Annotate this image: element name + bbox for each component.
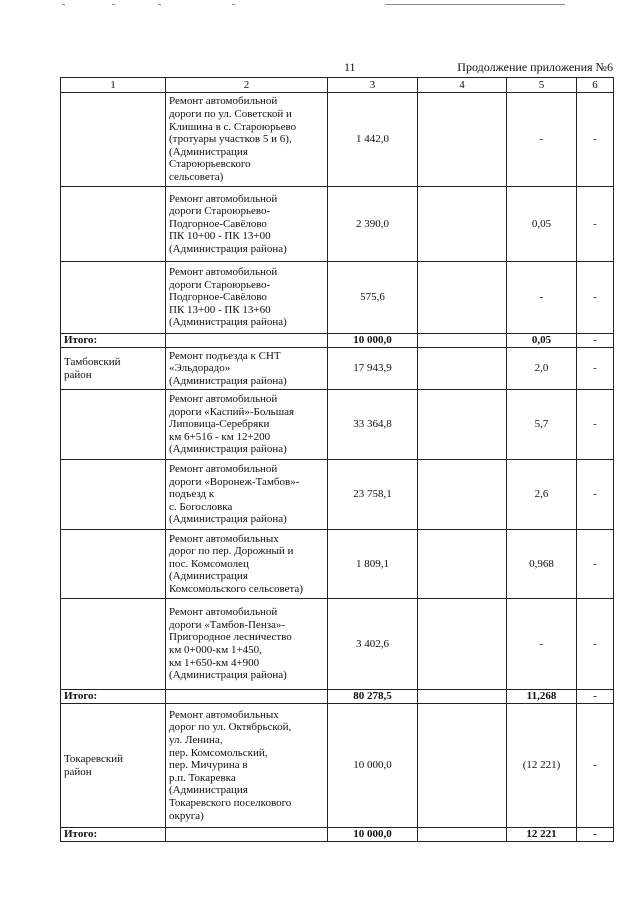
work-description-line: ПК 13+00 - ПК 13+60 — [169, 303, 271, 316]
value-cell-col5: 2,0 — [507, 348, 577, 390]
subtotal-label: Итого: — [61, 334, 166, 348]
work-description-line: Клишина в с. Староюрьево — [169, 120, 297, 133]
region-cell — [61, 93, 166, 187]
value-cell-col6: - — [577, 348, 614, 390]
value-cell-col3: 17 943,9 — [328, 348, 418, 390]
subtotal-label: Итого: — [61, 828, 166, 842]
region-name-line: Тамбовский — [64, 355, 121, 368]
work-description-line: Ремонт подъезда к СНТ — [169, 349, 281, 362]
value-cell-col3: 575,6 — [328, 262, 418, 334]
work-description-line: Подгорное-Савёлово — [169, 217, 267, 230]
region-cell — [61, 187, 166, 262]
subtotal-row — [61, 690, 614, 704]
work-description-line: Ремонт автомобильных — [169, 708, 279, 721]
value-cell-col3: 10 000,0 — [328, 828, 418, 842]
work-description-line: (Администрация района) — [169, 316, 287, 329]
value-cell-col4 — [418, 390, 507, 460]
value-cell-col5: 12 221 — [507, 828, 577, 842]
table-row — [61, 262, 614, 334]
work-description-line: дороги «Каспий»-Большая — [169, 405, 295, 418]
subtotal-row — [61, 828, 614, 842]
value-cell-col5: - — [507, 93, 577, 187]
work-description-line: «Эльдорадо» — [169, 362, 231, 375]
value-cell-col5: (12 221) — [507, 704, 577, 828]
work-description-cell — [166, 704, 328, 828]
value-cell-col4 — [418, 348, 507, 390]
value-cell-col4 — [418, 93, 507, 187]
value-cell-col4 — [418, 599, 507, 690]
value-cell-col5: 0,05 — [507, 334, 577, 348]
region-cell — [61, 348, 166, 390]
column-number: 2 — [166, 78, 328, 93]
value-cell-col5: 0,968 — [507, 530, 577, 599]
table-row — [61, 460, 614, 530]
value-cell-col3: 2 390,0 — [328, 187, 418, 262]
continuation-note: Продолжение приложения №6 — [457, 60, 613, 74]
work-description-line: пер. Комсомольский, — [169, 746, 268, 759]
work-description-line: (Администрация — [169, 145, 248, 158]
table-row — [61, 530, 614, 599]
column-number: 6 — [577, 78, 614, 93]
work-description-line: сельсовета) — [169, 170, 224, 183]
page-header — [0, 60, 640, 76]
work-description-line: Ремонт автомобильной — [169, 393, 278, 406]
table-body — [61, 78, 614, 842]
value-cell-col3: 1 442,0 — [328, 93, 418, 187]
work-description-line: (Администрация района) — [169, 242, 287, 255]
value-cell-col4 — [418, 460, 507, 530]
value-cell-col5: 0,05 — [507, 187, 577, 262]
work-description-line: дороги по ул. Советской и — [169, 108, 292, 121]
value-cell-col6: - — [577, 690, 614, 704]
value-cell-col5: - — [507, 599, 577, 690]
value-cell-col3: 10 000,0 — [328, 704, 418, 828]
work-description-line: дороги «Тамбов-Пенза»- — [169, 618, 286, 631]
work-description-line: Пригородное лесничество — [169, 631, 292, 644]
value-cell-col6: - — [577, 262, 614, 334]
work-description-line: дороги «Воронеж-Тамбов»- — [169, 475, 300, 488]
work-description-line: дороги Староюрьево- — [169, 205, 271, 218]
work-description-line: Ремонт автомобильных — [169, 532, 279, 545]
value-cell-col3: 1 809,1 — [328, 530, 418, 599]
work-description-line: Липовица-Серебряки — [169, 418, 270, 431]
value-cell-col6: - — [577, 187, 614, 262]
value-cell-col4 — [418, 704, 507, 828]
region-name-line: район — [64, 368, 92, 381]
value-cell-col4 — [418, 828, 507, 842]
appendix-table — [60, 77, 614, 842]
value-cell-col4 — [418, 334, 507, 348]
work-description-cell — [166, 460, 328, 530]
work-description-cell — [166, 262, 328, 334]
work-description-line: пос. Комсомолец — [169, 557, 249, 570]
column-number: 3 — [328, 78, 418, 93]
work-description-line: Староюрьевского — [169, 158, 251, 171]
table-row — [61, 187, 614, 262]
region-name-line: Токаревский — [64, 752, 123, 765]
work-description-line: Ремонт автомобильной — [169, 192, 278, 205]
value-cell-col6: - — [577, 828, 614, 842]
work-description-line: пер. Мичурина в — [169, 759, 248, 772]
subtotal-row — [61, 334, 614, 348]
empty-cell — [166, 334, 328, 348]
region-cell — [61, 599, 166, 690]
value-cell-col4 — [418, 690, 507, 704]
work-description-line: Подгорное-Савёлово — [169, 291, 267, 304]
work-description-cell — [166, 93, 328, 187]
column-number: 4 — [418, 78, 507, 93]
value-cell-col5: 5,7 — [507, 390, 577, 460]
subtotal-label: Итого: — [61, 690, 166, 704]
work-description-line: (тротуары участков 5 и 6), — [169, 133, 292, 146]
table-row — [61, 93, 614, 187]
column-number-row — [61, 78, 614, 93]
work-description-line: Токаревского поселкового — [169, 796, 292, 809]
work-description-cell — [166, 187, 328, 262]
work-description-line: км 6+516 - км 12+200 — [169, 430, 271, 443]
value-cell-col6: - — [577, 599, 614, 690]
table-row — [61, 704, 614, 828]
table-row — [61, 348, 614, 390]
region-cell — [61, 704, 166, 828]
work-description-line: Комсомольского сельсовета) — [169, 582, 303, 595]
column-number: 5 — [507, 78, 577, 93]
work-description-cell — [166, 390, 328, 460]
region-cell — [61, 390, 166, 460]
table-row — [61, 599, 614, 690]
value-cell-col5: 11,268 — [507, 690, 577, 704]
work-description-line: с. Богословка — [169, 500, 233, 513]
work-description-line: (Администрация — [169, 570, 248, 583]
page-number: 11 — [344, 60, 356, 74]
work-description-line: дорог по ул. Октябрьской, — [169, 721, 292, 734]
work-description-line: дорог по пер. Дорожный и — [169, 545, 294, 558]
work-description-line: Ремонт автомобильной — [169, 95, 278, 108]
work-description-line: (Администрация района) — [169, 669, 287, 682]
work-description-cell — [166, 348, 328, 390]
value-cell-col3: 23 758,1 — [328, 460, 418, 530]
value-cell-col5: 2,6 — [507, 460, 577, 530]
region-name-line: район — [64, 765, 92, 778]
work-description-line: км 1+650-км 4+900 — [169, 656, 260, 669]
work-description-line: р.п. Токаревка — [169, 771, 236, 784]
value-cell-col6: - — [577, 530, 614, 599]
work-description-line: ПК 10+00 - ПК 13+00 — [169, 230, 271, 243]
value-cell-col3: 33 364,8 — [328, 390, 418, 460]
value-cell-col6: - — [577, 704, 614, 828]
work-description-line: км 0+000-км 1+450, — [169, 644, 262, 656]
work-description-line: Ремонт автомобильной — [169, 606, 278, 619]
value-cell-col6: - — [577, 334, 614, 348]
work-description-line: Ремонт автомобильной — [169, 266, 278, 279]
value-cell-col3: 3 402,6 — [328, 599, 418, 690]
value-cell-col6: - — [577, 390, 614, 460]
work-description-line: дороги Староюрьево- — [169, 278, 271, 291]
value-cell-col5: - — [507, 262, 577, 334]
value-cell-col6: - — [577, 460, 614, 530]
column-number: 1 — [61, 78, 166, 93]
value-cell-col6: - — [577, 93, 614, 187]
work-description-line: Ремонт автомобильной — [169, 463, 278, 476]
top-edge-marks — [0, 0, 640, 12]
region-cell — [61, 530, 166, 599]
empty-cell — [166, 828, 328, 842]
work-description-cell — [166, 530, 328, 599]
region-cell — [61, 460, 166, 530]
table-row — [61, 390, 614, 460]
work-description-line: (Администрация района) — [169, 374, 287, 387]
work-description-cell — [166, 599, 328, 690]
work-description-line: ул. Ленина, — [169, 734, 223, 747]
value-cell-col3: 10 000,0 — [328, 334, 418, 348]
value-cell-col4 — [418, 262, 507, 334]
work-description-line: округа) — [169, 809, 204, 822]
value-cell-col4 — [418, 530, 507, 599]
region-cell — [61, 262, 166, 334]
work-description-line: (Администрация — [169, 784, 248, 797]
work-description-line: (Администрация района) — [169, 513, 287, 526]
value-cell-col3: 80 278,5 — [328, 690, 418, 704]
empty-cell — [166, 690, 328, 704]
work-description-line: (Администрация района) — [169, 443, 287, 456]
work-description-line: подъезд к — [169, 488, 215, 501]
value-cell-col4 — [418, 187, 507, 262]
